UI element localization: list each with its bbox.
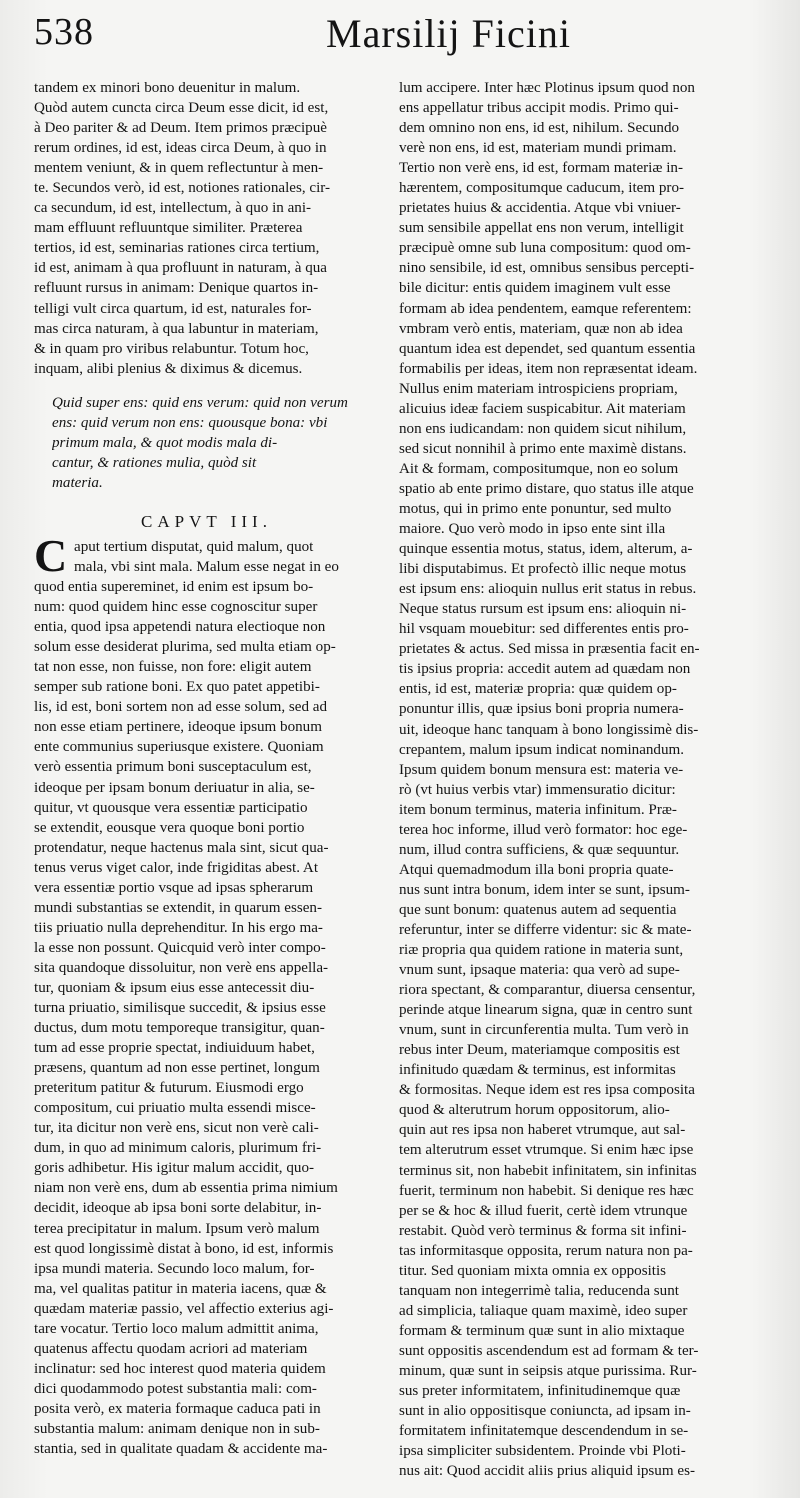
text-line: uit, ideoque hanc tanquam à bono longissimè dis- [399,721,699,738]
text-line: sita quandoque dissoluitur, non verè ens appella- [34,959,329,976]
text-line: tem alterutrum esset vtrumque. Si enim hæc ipse [399,1142,694,1159]
text-line: terminus sit, non habebit infinitatem, sin infinitas [399,1162,697,1179]
text-line: Quid super ens: quid ens verum: quid non verum [52,394,348,411]
text-line: preteritum patitur & futurum. Eiusmodi ergo [34,1080,304,1097]
paragraph-commentary [34,78,379,379]
text-line: formam & terminum quæ sunt in alio mixtaque [399,1322,685,1339]
text-line: num: quod quidem hinc esse cognoscitur super [34,599,318,616]
text-line: formabilis per ideas, item non repræsentat ideam. [399,360,698,377]
text-line: dici quodammodo potest substantia mali: com- [34,1380,317,1397]
text-line: mala, vbi sint mala. Malum esse negat in eo [74,558,339,575]
text-line: verè non ens, id est, materiam mundi primam. [399,140,677,157]
text-line: ente communius superiusque existere. Quoniam [34,739,324,756]
text-line: inquam, alibi plenius & diximus & dicemus. [34,360,303,377]
text-line: quantum idea est dependet, sed quantum essentia [399,340,696,357]
text-line: primum mala, & quot modis mala di- [52,434,278,451]
text-line: à Deo pariter & ad Deum. Item primos præcipuè [34,120,327,137]
paragraph-continuation [399,78,767,1481]
text-line: restabit. Quòd verò terminus & forma sit infini- [399,1222,687,1239]
text-line: tum ad esse proprie spectat, indiuiduum habet, [34,1040,315,1057]
text-line: lis, id est, boni sortem non ad esse solum, sed ad [34,699,328,716]
text-line: libi disputabimus. Et profectò illic neque motus [399,561,687,578]
text-line: ca secundum, id est, intellectum, à quo in ani- [34,200,312,217]
text-line: formitatem infinitatemque descendendum in se- [399,1423,689,1440]
text-line: mentem veniunt, & in quem reflectuntur à men- [34,160,324,177]
text-line: crepantem, malum ipsum indicat nominandum. [399,741,685,758]
text-line: ideoque per ipsam bonum deriuatur in alia, se- [34,779,315,796]
opening-lines [34,537,379,577]
text-line: formam ab idea pendentem, eamque referentem: [399,300,692,317]
text-line: prietates huius & accidentia. Atque vbi vniuer- [399,200,681,217]
text-line: cantur, & rationes mulia, quòd sit [52,454,257,471]
text-line: non ens iudicandam: non quidem sicut nihilum, [399,420,687,437]
text-line: tur, ita dicitur non verè ens, sicut non verè cali- [34,1120,319,1137]
text-line: stantia, sed in qualitate quadam & accidente ma- [34,1441,328,1458]
text-line: vmbram verò entis, materiam, quæ non ab idea [399,320,683,337]
text-line: Ipsum quidem bonum mensura est: materia ve- [399,761,684,778]
text-line: ens appellatur tribus accipit modis. Primo qui- [399,100,679,117]
text-line: aput tertium disputat, quid malum, quot [74,538,314,555]
text-line: ipsa simpliciter subsidentem. Proinde vbi Ploti- [399,1443,686,1460]
text-line: rerum ordines, id est, ideas circa Deum, à quo in [34,140,327,157]
text-line: nus sunt intra bonum, idem inter se sunt, ipsum- [399,881,690,898]
text-line: non esse etiam pertinere, ideoque ipsum bonum [34,719,322,736]
text-line: tare vocatur. Tertio loco malum admittit anima, [34,1320,319,1337]
text-line: sunt oppositis ascendendum est ad formam & ter- [399,1342,699,1359]
text-line: est ipsum ens: alioquin nullus erit status in rebus. [399,581,697,598]
text-line: quædam materiæ passio, vel affectio exterius agi- [34,1300,334,1317]
text-line: titur. Sed quoniam mixta omnia ex oppositis [399,1262,667,1279]
text-line: riora spectant, & comparantur, diuersa censentur, [399,982,696,999]
text-line: Neque status rursum est ipsum ens: alioquin ni- [399,601,687,618]
text-line: & in quam pro viribus relabuntur. Totum hoc, [34,340,309,357]
text-line: dem omnino non ens, id est, nihilum. Secundo [399,120,680,137]
text-line: alicuius ideæ faciem suspicabitur. Ait materiam [399,400,686,417]
text-line: substantia malum: animam denique non in sub- [34,1421,320,1437]
text-line: perinde atque linearum signa, quæ in centro sunt [399,1002,693,1019]
text-line: rebus inter Deum, materiamque compositis est [399,1042,680,1059]
text-line: item bonum terminus, materia infinitum. Præ- [399,801,677,818]
text-line: Nullus enim materiam introspiciens propriam, [399,380,678,397]
text-line: refluunt rursus in animam: Denique quartos in- [34,280,319,297]
text-line: prietates & actus. Sed missa in præsentia facit en- [399,641,700,658]
text-line: sed sicut nonnihil à primo ente maximè distans. [399,440,687,457]
text-line: terea precipitatur in malum. Ipsum verò malum [34,1220,320,1237]
chapter-opening [34,529,379,581]
text-line: lum accipere. Inter hæc Plotinus ipsum quod non [399,80,695,96]
text-line: maiore. Quo verò modo in ipso ente sint illa [399,521,666,538]
text-line: ma, vel qualitas patitur in materia iacens, quæ & [34,1280,327,1297]
text-line: hil vsquam mouebitur: sed differentes entis pro- [399,621,689,638]
text-line: motus, qui in primo ente ponuntur, sed multo [399,500,672,517]
text-line: entia, quod ipsa appetendi natura electioque non [34,619,326,636]
text-line: Quòd autem cuncta circa Deum esse dicit, id est, [34,100,329,117]
text-line: tiis priuatio nulla deprehenditur. In his ergo ma- [34,919,323,936]
text-line: semper sub ratione boni. Ex quo patet appetibi- [34,679,320,696]
text-line: nus ait: Quod accidit aliis prius aliquid ipsum es- [399,1463,695,1480]
text-line: num, illud contra sufficiens, & quæ sequuntur. [399,841,680,858]
text-line: bile dicitur: entis quidem imaginem vult esse [399,280,671,297]
text-line: ad simplicia, taliaque quam maximè, ideo super [399,1302,688,1319]
drop-cap-initial: C [34,529,68,581]
text-line: quod entia supereminet, id enim est ipsum bo- [34,579,314,596]
text-line: entis, id est, materiæ propria: quæ quidem op- [399,681,677,698]
text-line: infinitudo quædam & terminus, est informitas [399,1062,676,1079]
text-line: se extendit, eousque vera quoque boni portio [34,819,305,836]
text-line: quin aut res ipsa non haberet vtrumque, aut sal- [399,1122,686,1139]
text-line: sunt in alio oppositisque coniuncta, ad ipsam in- [399,1403,691,1420]
spacer [34,493,379,503]
text-line: tandem ex minori bono deuenitur in malum. [34,80,301,96]
text-line: mam effluunt refluuntque similiter. Præterea [34,220,303,237]
text-line: Tertio non verè ens, id est, formam materiæ in- [399,160,683,177]
text-line: rò (vt huius verbis vtar) immensuratio dicitur: [399,781,676,798]
running-title: Marsilij Ficini [326,11,571,56]
text-line: quitur, vt quousque vera essentiæ participatio [34,799,308,816]
text-line: tanquam non integerrimè talia, reducenda sunt [399,1282,679,1299]
text-line: quinque essentia motus, status, idem, alterum, a- [399,541,693,558]
paragraph-chapter-text [34,577,379,1459]
text-line: fuerit, terminum non habebit. Si denique res hæc [399,1182,694,1199]
text-line: tenus verus viget calor, inde frigiditas abest. At [34,859,319,876]
text-line: nino sensibile, id est, omnibus sensibus percepti- [399,260,695,277]
text-line: Atqui quemadmodum illa boni propria quate- [399,861,674,878]
text-line: est quod longissimè distat à bono, id est, informis [34,1240,334,1257]
text-line: que sunt bonum: quatenus autem ad sequentia [399,901,677,918]
chapter-heading: CAPVT III. [141,511,272,531]
text-line: ipsa mundi materia. Secundo loco malum, for- [34,1260,315,1277]
column-divider [388,78,389,1478]
page-header [30,10,760,70]
text-line: turna priuatio, similisque succedit, & ipsius esse [34,1000,326,1017]
text-line: materia. [52,474,103,491]
text-line: vera essentiæ portio vsque ad ipsas spherarum [34,879,314,896]
text-line: quod & alterutrum horum oppositorum, alio- [399,1102,670,1119]
text-line: sus preter informitatem, infinitudinemque quæ [399,1383,681,1400]
spacer [34,379,379,393]
text-line: vnum, sunt in circunferentia multa. Tum verò in [399,1022,689,1039]
text-line: tat non esse, non fuisse, non fore: eligit autem [34,659,312,676]
text-line: terea hoc informe, illud verò formator: hoc ege- [399,821,688,838]
text-line: tur, quoniam & ipsum eius esse antecessit diu- [34,979,315,996]
text-line: sum sensibile appellat ens non verum, intelligit [399,220,684,237]
text-line: riæ propria qua quidem ratione in materia sunt, [399,942,684,959]
text-line: vnum sunt, ipsaque materia: qua verò ad supe- [399,962,680,979]
chapter-summary [34,393,379,493]
text-line: protendatur, neque hactenus mala sint, sicut qua- [34,839,329,856]
text-line: solum esse desiderat plurima, sed multa etiam op- [34,639,336,656]
text-line: minum, quæ sunt in seipsis atque purissima. Rur- [399,1363,697,1379]
text-line: spatio ab ente primo distare, quo status ille atque [399,480,694,497]
text-line: inclinatur: sed hoc interest quod materia quidem [34,1360,326,1377]
text-line: præsens, quantum ad non esse pertinet, longum [34,1060,320,1077]
text-line: tis ipsius propria: accedit autem ad quædam non [399,661,691,678]
text-line: te. Secundos verò, id est, notiones rationales, cir- [34,180,331,197]
right-column [399,78,767,1481]
text-line: compositum, cui priuatio multa essendi misce- [34,1100,316,1117]
text-line: mas circa naturam, à qua labuntur in materiam, [34,320,319,337]
text-line: ens: quid verum non ens: quousque bona: vbi [52,414,328,431]
text-line: verò essentia primum boni susceptaculum est, [34,759,312,776]
text-line: dum, in quo ad minimum caloris, plurimum fri- [34,1140,322,1157]
text-line: ponuntur illis, quæ ipsius boni propria numera- [399,701,684,718]
text-line: posita verò, ex materia formaque caduca pati in [34,1400,321,1417]
text-line: referuntur, inter se differre videntur: sic & mate- [399,921,692,938]
text-line: ductus, dum motu temporeque transigitur, quan- [34,1020,325,1037]
text-line: præcipuè omne sub luna compositum: quod om- [399,240,691,257]
text-line: quatenus affectu quodam acriori ad materiam [34,1340,308,1357]
text-line: per se & hoc & illud fuerit, certè idem vtrunque [399,1202,688,1219]
text-line: goris adhibetur. His igitur malum accidit, quo- [34,1160,315,1177]
text-line: decidit, ideoque ab ipsa boni sorte delabitur, in- [34,1200,322,1217]
text-line: Ait & formam, compositumque, non eo solum [399,460,679,477]
text-line: la esse non possunt. Quicquid verò inter compo- [34,939,326,956]
text-line: niam non verè ens, dum ab essentia prima nimium [34,1180,338,1197]
text-line: telligi vult circa quartum, id est, naturales for- [34,300,312,317]
text-line: tertios, id est, seminarias rationes circa tertium, [34,240,320,257]
text-line: & formositas. Neque idem est res ipsa composita [399,1082,695,1099]
text-line: hærentem, compositumque caducum, item pro- [399,180,685,197]
page-number: 538 [34,11,94,53]
left-column [34,78,379,1459]
text-line: mundi substantias se extendit, in quarum essen- [34,899,322,916]
text-line: id est, animam à qua profluunt in naturam, à qua [34,260,327,277]
text-line: tas informitasque opposita, rerum natura non pa- [399,1242,693,1259]
